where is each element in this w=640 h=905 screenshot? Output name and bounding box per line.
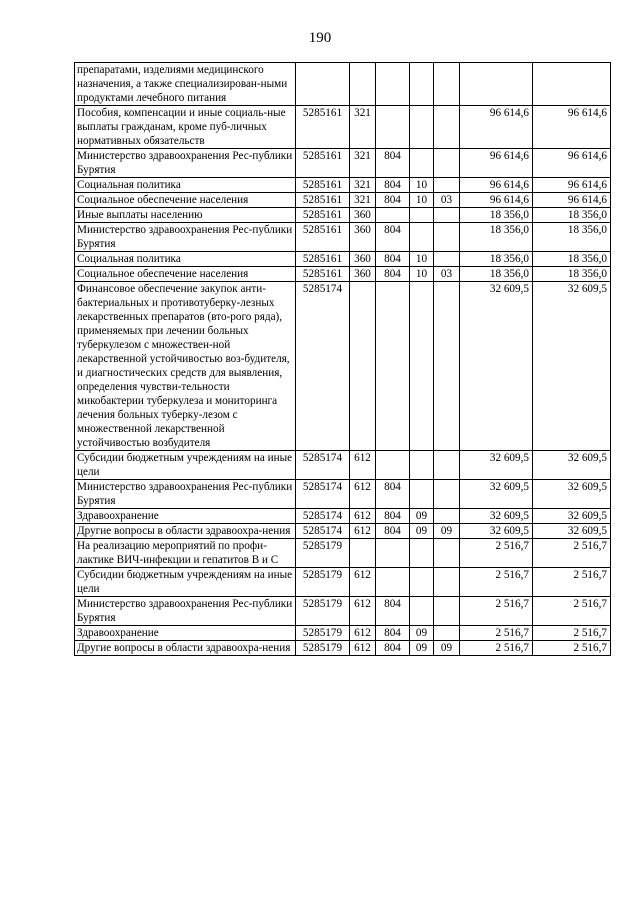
row-name: Министерство здравоохранения Рес-публики Бурятия — [75, 223, 296, 252]
amount-year-1: 2 516,7 — [460, 568, 533, 597]
target-article-code: 5285161 — [296, 193, 350, 208]
target-article-code: 5285174 — [296, 509, 350, 524]
budget-table — [74, 62, 611, 656]
table-row — [75, 626, 611, 641]
subsection-code — [434, 178, 460, 193]
amount-year-2: 32 609,5 — [533, 451, 611, 480]
row-name: Министерство здравоохранения Рес-публики Бурятия — [75, 149, 296, 178]
section-code: 10 — [410, 178, 434, 193]
ministry-code: 804 — [376, 597, 410, 626]
amount-year-2: 2 516,7 — [533, 626, 611, 641]
ministry-code: 804 — [376, 149, 410, 178]
row-name: Социальное обеспечение населения — [75, 193, 296, 208]
table-row — [75, 524, 611, 539]
ministry-code — [376, 539, 410, 568]
row-name: Субсидии бюджетным учреждениям на иные цели — [75, 568, 296, 597]
subsection-code: 03 — [434, 267, 460, 282]
section-code — [410, 282, 434, 451]
section-code — [410, 149, 434, 178]
table-row — [75, 106, 611, 149]
target-article-code: 5285161 — [296, 149, 350, 178]
amount-year-1: 32 609,5 — [460, 282, 533, 451]
expense-type-code: 321 — [350, 193, 376, 208]
amount-year-2: 2 516,7 — [533, 539, 611, 568]
table-row — [75, 509, 611, 524]
target-article-code: 5285161 — [296, 178, 350, 193]
expense-type-code: 360 — [350, 208, 376, 223]
table-row — [75, 568, 611, 597]
subsection-code: 09 — [434, 641, 460, 656]
section-code — [410, 539, 434, 568]
ministry-code: 804 — [376, 223, 410, 252]
amount-year-2: 2 516,7 — [533, 641, 611, 656]
table-row — [75, 539, 611, 568]
table-row — [75, 267, 611, 282]
row-name: Пособия, компенсации и иные социаль-ные выплаты гражданам, кроме пуб-личных нормативных обязательств — [75, 106, 296, 149]
amount-year-2: 18 356,0 — [533, 267, 611, 282]
amount-year-1: 2 516,7 — [460, 641, 533, 656]
ministry-code: 804 — [376, 509, 410, 524]
section-code — [410, 597, 434, 626]
subsection-code — [434, 451, 460, 480]
row-name: Иные выплаты населению — [75, 208, 296, 223]
expense-type-code: 360 — [350, 252, 376, 267]
amount-year-1: 96 614,6 — [460, 149, 533, 178]
amount-year-2: 32 609,5 — [533, 282, 611, 451]
section-code — [410, 63, 434, 106]
section-code — [410, 106, 434, 149]
section-code: 09 — [410, 641, 434, 656]
subsection-code — [434, 63, 460, 106]
amount-year-2: 32 609,5 — [533, 524, 611, 539]
amount-year-2: 32 609,5 — [533, 480, 611, 509]
expense-type-code — [350, 539, 376, 568]
target-article-code: 5285174 — [296, 282, 350, 451]
amount-year-1: 96 614,6 — [460, 193, 533, 208]
target-article-code: 5285174 — [296, 451, 350, 480]
subsection-code — [434, 252, 460, 267]
amount-year-2: 96 614,6 — [533, 193, 611, 208]
amount-year-1: 18 356,0 — [460, 223, 533, 252]
amount-year-2 — [533, 63, 611, 106]
section-code — [410, 480, 434, 509]
amount-year-1: 32 609,5 — [460, 524, 533, 539]
subsection-code — [434, 568, 460, 597]
section-code: 10 — [410, 193, 434, 208]
target-article-code: 5285174 — [296, 480, 350, 509]
target-article-code: 5285161 — [296, 252, 350, 267]
subsection-code: 09 — [434, 524, 460, 539]
expense-type-code: 612 — [350, 568, 376, 597]
section-code — [410, 223, 434, 252]
expense-type-code: 612 — [350, 480, 376, 509]
ministry-code: 804 — [376, 524, 410, 539]
table-row — [75, 252, 611, 267]
amount-year-1 — [460, 63, 533, 106]
row-name: Социальная политика — [75, 178, 296, 193]
table-body — [75, 63, 611, 656]
amount-year-1: 96 614,6 — [460, 106, 533, 149]
row-name: Другие вопросы в области здравоохра-нения — [75, 524, 296, 539]
ministry-code — [376, 282, 410, 451]
subsection-code — [434, 597, 460, 626]
ministry-code: 804 — [376, 193, 410, 208]
table-row — [75, 63, 611, 106]
amount-year-1: 96 614,6 — [460, 178, 533, 193]
table-row — [75, 178, 611, 193]
subsection-code — [434, 106, 460, 149]
section-code: 09 — [410, 509, 434, 524]
expense-type-code — [350, 63, 376, 106]
row-name: Министерство здравоохранения Рес-публики Бурятия — [75, 597, 296, 626]
ministry-code: 804 — [376, 252, 410, 267]
subsection-code — [434, 223, 460, 252]
target-article-code: 5285179 — [296, 568, 350, 597]
table-row — [75, 193, 611, 208]
row-name: Социальное обеспечение населения — [75, 267, 296, 282]
section-code — [410, 451, 434, 480]
page-number: 190 — [308, 30, 332, 46]
expense-type-code: 321 — [350, 106, 376, 149]
ministry-code — [376, 568, 410, 597]
expense-type-code — [350, 282, 376, 451]
amount-year-1: 18 356,0 — [460, 208, 533, 223]
section-code: 09 — [410, 524, 434, 539]
row-name: Субсидии бюджетным учреждениям на иные цели — [75, 451, 296, 480]
target-article-code: 5285179 — [296, 641, 350, 656]
expense-type-code: 321 — [350, 149, 376, 178]
amount-year-1: 2 516,7 — [460, 597, 533, 626]
table-row — [75, 641, 611, 656]
row-name: На реализацию мероприятий по профи-лактике ВИЧ-инфекции и гепатитов В и С — [75, 539, 296, 568]
target-article-code: 5285161 — [296, 223, 350, 252]
amount-year-1: 2 516,7 — [460, 539, 533, 568]
row-name: препаратами, изделиями медицинского назначения, а также специализирован-ными продуктами лечебного питания — [75, 63, 296, 106]
expense-type-code: 612 — [350, 641, 376, 656]
amount-year-1: 32 609,5 — [460, 509, 533, 524]
target-article-code: 5285179 — [296, 539, 350, 568]
row-name: Министерство здравоохранения Рес-публики Бурятия — [75, 480, 296, 509]
table-row — [75, 597, 611, 626]
subsection-code — [434, 149, 460, 178]
target-article-code — [296, 63, 350, 106]
table-row — [75, 282, 611, 451]
amount-year-2: 32 609,5 — [533, 509, 611, 524]
row-name: Здравоохранение — [75, 626, 296, 641]
table-row — [75, 451, 611, 480]
amount-year-2: 2 516,7 — [533, 568, 611, 597]
target-article-code: 5285179 — [296, 626, 350, 641]
amount-year-2: 2 516,7 — [533, 597, 611, 626]
ministry-code — [376, 208, 410, 223]
section-code: 10 — [410, 267, 434, 282]
ministry-code: 804 — [376, 178, 410, 193]
expense-type-code: 612 — [350, 509, 376, 524]
subsection-code — [434, 480, 460, 509]
table-row — [75, 208, 611, 223]
amount-year-2: 18 356,0 — [533, 252, 611, 267]
target-article-code: 5285161 — [296, 267, 350, 282]
subsection-code — [434, 626, 460, 641]
amount-year-1: 18 356,0 — [460, 252, 533, 267]
section-code — [410, 208, 434, 223]
expense-type-code: 360 — [350, 223, 376, 252]
expense-type-code: 321 — [350, 178, 376, 193]
amount-year-2: 96 614,6 — [533, 149, 611, 178]
subsection-code — [434, 509, 460, 524]
expense-type-code: 612 — [350, 524, 376, 539]
subsection-code: 03 — [434, 193, 460, 208]
subsection-code — [434, 208, 460, 223]
section-code: 09 — [410, 626, 434, 641]
amount-year-2: 18 356,0 — [533, 223, 611, 252]
row-name: Социальная политика — [75, 252, 296, 267]
target-article-code: 5285179 — [296, 597, 350, 626]
amount-year-1: 2 516,7 — [460, 626, 533, 641]
ministry-code: 804 — [376, 626, 410, 641]
expense-type-code: 360 — [350, 267, 376, 282]
amount-year-2: 18 356,0 — [533, 208, 611, 223]
section-code — [410, 568, 434, 597]
target-article-code: 5285161 — [296, 208, 350, 223]
row-name: Другие вопросы в области здравоохра-нения — [75, 641, 296, 656]
row-name: Финансовое обеспечение закупок анти-бактериальных и противотуберку-лезных лекарственных препаратов (вто-рого ряда), применяемых при лечении больных туберкулезом с множествен-ной лекарственной устойчивостью воз-будителя, и диагностических средств для выявления, определения чувстви-тельности микобактерии туберкулеза и мониторинга лечения больных туберку-лезом с множественной лекарственной устойчивостью возбудителя — [75, 282, 296, 451]
amount-year-2: 96 614,6 — [533, 106, 611, 149]
expense-type-code: 612 — [350, 597, 376, 626]
section-code: 10 — [410, 252, 434, 267]
table-row — [75, 223, 611, 252]
target-article-code: 5285161 — [296, 106, 350, 149]
ministry-code: 804 — [376, 480, 410, 509]
expense-type-code: 612 — [350, 626, 376, 641]
table-row — [75, 480, 611, 509]
subsection-code — [434, 539, 460, 568]
ministry-code — [376, 63, 410, 106]
ministry-code — [376, 106, 410, 149]
amount-year-2: 96 614,6 — [533, 178, 611, 193]
ministry-code: 804 — [376, 267, 410, 282]
table-row — [75, 149, 611, 178]
ministry-code: 804 — [376, 641, 410, 656]
amount-year-1: 32 609,5 — [460, 480, 533, 509]
amount-year-1: 32 609,5 — [460, 451, 533, 480]
row-name: Здравоохранение — [75, 509, 296, 524]
ministry-code — [376, 451, 410, 480]
subsection-code — [434, 282, 460, 451]
expense-type-code: 612 — [350, 451, 376, 480]
amount-year-1: 18 356,0 — [460, 267, 533, 282]
target-article-code: 5285174 — [296, 524, 350, 539]
